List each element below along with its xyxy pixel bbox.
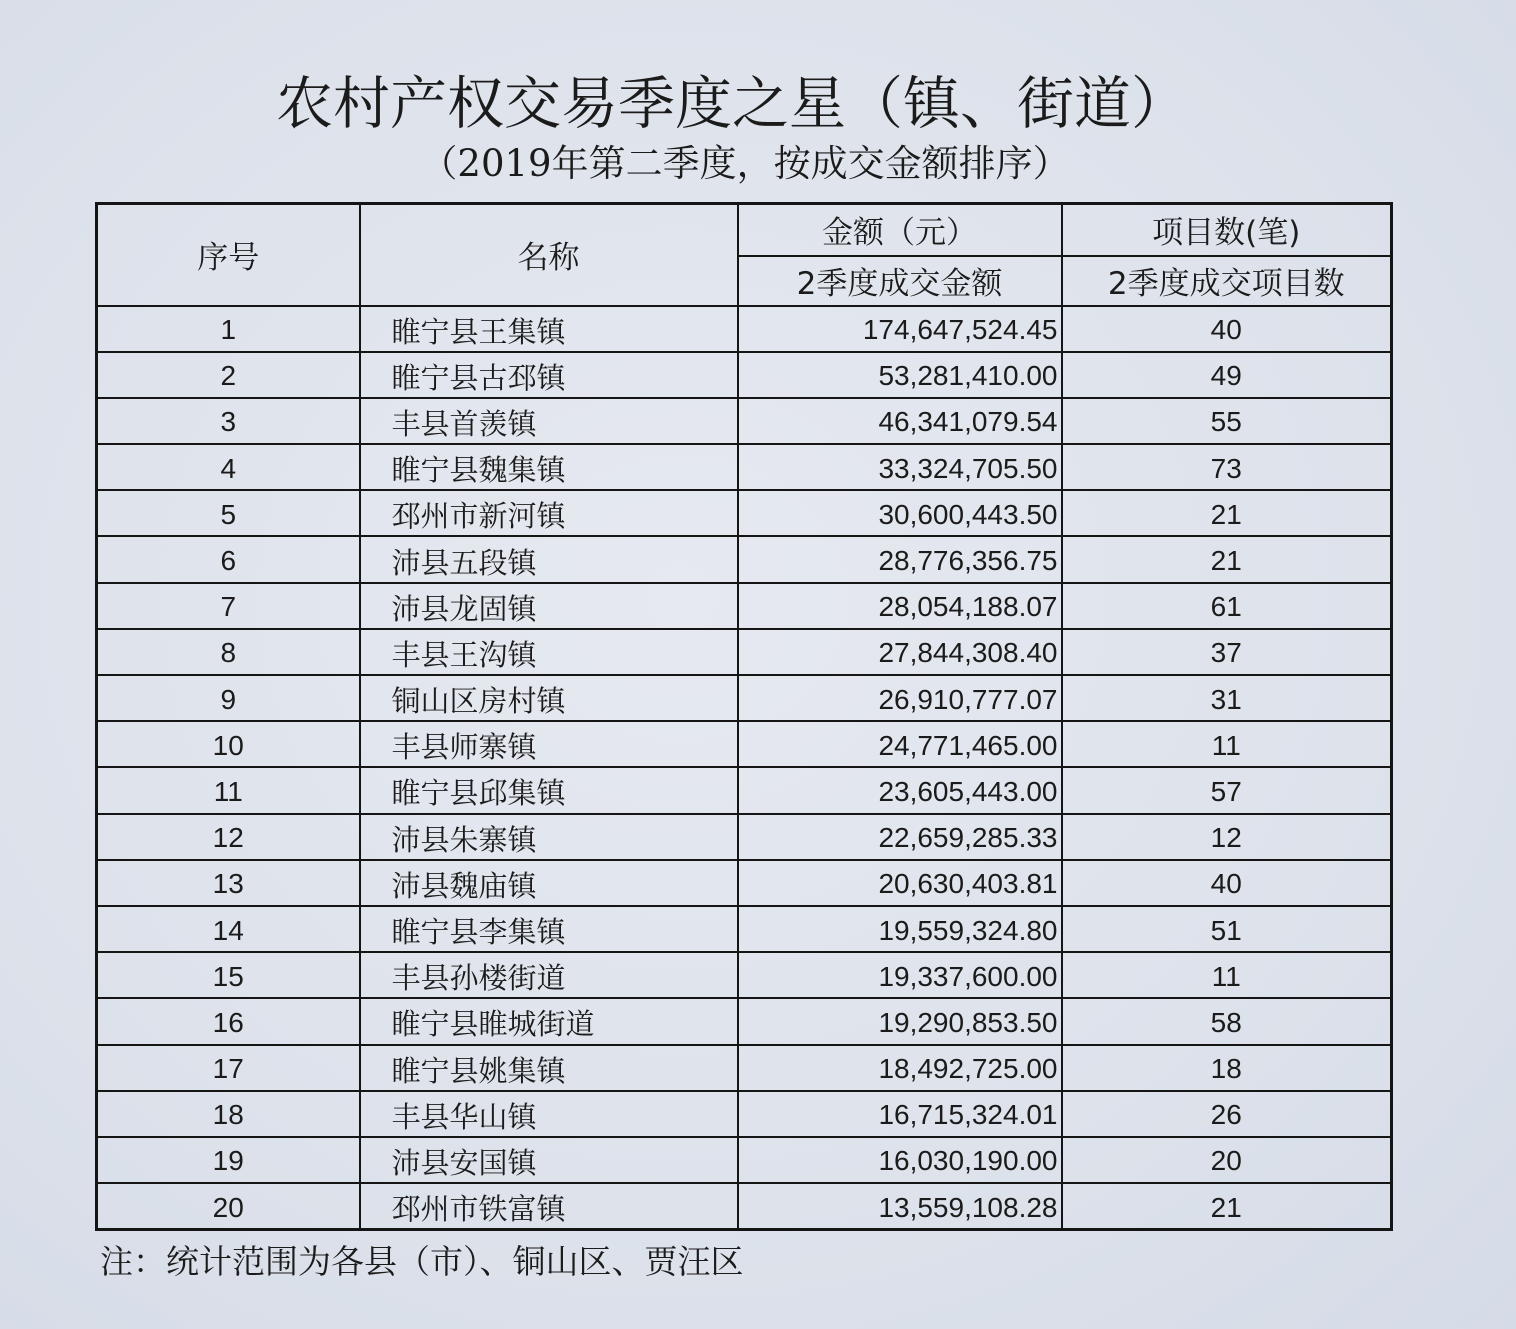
amount-cell: 24,771,465.00 bbox=[738, 721, 1062, 767]
table-header bbox=[97, 204, 1392, 306]
name-cell: 睢宁县古邳镇 bbox=[360, 352, 738, 398]
count-cell: 21 bbox=[1062, 1183, 1392, 1230]
count-cell: 18 bbox=[1062, 1045, 1392, 1091]
index-cell: 3 bbox=[97, 398, 360, 444]
count-cell: 40 bbox=[1062, 860, 1392, 906]
amount-cell: 30,600,443.50 bbox=[738, 490, 1062, 536]
index-cell: 7 bbox=[97, 583, 360, 629]
index-cell: 6 bbox=[97, 536, 360, 582]
name-cell: 睢宁县王集镇 bbox=[360, 306, 738, 352]
amount-cell: 174,647,524.45 bbox=[738, 306, 1062, 352]
amount-cell: 33,324,705.50 bbox=[738, 444, 1062, 490]
name-cell: 丰县师寨镇 bbox=[360, 721, 738, 767]
header-amount-group: 金额（元） bbox=[738, 204, 1062, 256]
name-cell: 沛县朱寨镇 bbox=[360, 814, 738, 860]
amount-cell: 28,054,188.07 bbox=[738, 583, 1062, 629]
count-cell: 37 bbox=[1062, 629, 1392, 675]
count-cell: 11 bbox=[1062, 952, 1392, 998]
count-cell: 21 bbox=[1062, 490, 1392, 536]
amount-cell: 23,605,443.00 bbox=[738, 767, 1062, 813]
amount-cell: 22,659,285.33 bbox=[738, 814, 1062, 860]
count-cell: 51 bbox=[1062, 906, 1392, 952]
header-index: 序号 bbox=[97, 204, 360, 306]
page-title: 农村产权交易季度之星（镇、街道） bbox=[276, 71, 1188, 137]
name-cell: 沛县龙固镇 bbox=[360, 583, 738, 629]
index-cell: 4 bbox=[97, 444, 360, 490]
name-cell: 睢宁县邱集镇 bbox=[360, 767, 738, 813]
header-row-top bbox=[97, 204, 1392, 256]
name-cell: 睢宁县李集镇 bbox=[360, 906, 738, 952]
name-cell: 丰县首羡镇 bbox=[360, 398, 738, 444]
index-cell: 12 bbox=[97, 814, 360, 860]
table-row bbox=[97, 952, 1392, 998]
name-cell: 邳州市铁富镇 bbox=[360, 1183, 738, 1230]
header-amount: 2季度成交金额 bbox=[738, 256, 1062, 306]
index-cell: 19 bbox=[97, 1137, 360, 1183]
index-cell: 13 bbox=[97, 860, 360, 906]
table-row bbox=[97, 906, 1392, 952]
index-cell: 1 bbox=[97, 306, 360, 352]
table-row bbox=[97, 675, 1392, 721]
name-cell: 睢宁县睢城街道 bbox=[360, 998, 738, 1044]
header-count-group: 项目数(笔) bbox=[1062, 204, 1392, 256]
amount-cell: 26,910,777.07 bbox=[738, 675, 1062, 721]
index-cell: 2 bbox=[97, 352, 360, 398]
index-cell: 18 bbox=[97, 1091, 360, 1137]
index-cell: 16 bbox=[97, 998, 360, 1044]
name-cell: 睢宁县姚集镇 bbox=[360, 1045, 738, 1091]
amount-cell: 53,281,410.00 bbox=[738, 352, 1062, 398]
amount-cell: 19,290,853.50 bbox=[738, 998, 1062, 1044]
table-row bbox=[97, 998, 1392, 1044]
footnote: 注：统计范围为各县（市）、铜山区、贾汪区 bbox=[100, 1242, 744, 1281]
index-cell: 8 bbox=[97, 629, 360, 675]
table-body bbox=[97, 306, 1392, 1230]
count-cell: 20 bbox=[1062, 1137, 1392, 1183]
name-cell: 铜山区房村镇 bbox=[360, 675, 738, 721]
table-row bbox=[97, 444, 1392, 490]
amount-cell: 18,492,725.00 bbox=[738, 1045, 1062, 1091]
count-cell: 21 bbox=[1062, 536, 1392, 582]
table-row bbox=[97, 814, 1392, 860]
header-count: 2季度成交项目数 bbox=[1062, 256, 1392, 306]
count-cell: 61 bbox=[1062, 583, 1392, 629]
name-cell: 睢宁县魏集镇 bbox=[360, 444, 738, 490]
table-row bbox=[97, 767, 1392, 813]
amount-cell: 28,776,356.75 bbox=[738, 536, 1062, 582]
count-cell: 57 bbox=[1062, 767, 1392, 813]
count-cell: 26 bbox=[1062, 1091, 1392, 1137]
name-cell: 沛县魏庙镇 bbox=[360, 860, 738, 906]
amount-cell: 46,341,079.54 bbox=[738, 398, 1062, 444]
table-row bbox=[97, 306, 1392, 352]
index-cell: 14 bbox=[97, 906, 360, 952]
count-cell: 55 bbox=[1062, 398, 1392, 444]
name-cell: 沛县安国镇 bbox=[360, 1137, 738, 1183]
table-row bbox=[97, 490, 1392, 536]
amount-cell: 19,337,600.00 bbox=[738, 952, 1062, 998]
ranking-table bbox=[95, 202, 1393, 1231]
count-cell: 58 bbox=[1062, 998, 1392, 1044]
amount-cell: 13,559,108.28 bbox=[738, 1183, 1062, 1230]
table-row bbox=[97, 629, 1392, 675]
header-name: 名称 bbox=[360, 204, 738, 306]
index-cell: 11 bbox=[97, 767, 360, 813]
table-row bbox=[97, 583, 1392, 629]
table-row bbox=[97, 860, 1392, 906]
table-row bbox=[97, 536, 1392, 582]
table-row bbox=[97, 1183, 1392, 1230]
name-cell: 丰县孙楼街道 bbox=[360, 952, 738, 998]
index-cell: 9 bbox=[97, 675, 360, 721]
amount-cell: 16,715,324.01 bbox=[738, 1091, 1062, 1137]
index-cell: 10 bbox=[97, 721, 360, 767]
count-cell: 11 bbox=[1062, 721, 1392, 767]
name-cell: 丰县华山镇 bbox=[360, 1091, 738, 1137]
index-cell: 17 bbox=[97, 1045, 360, 1091]
count-cell: 40 bbox=[1062, 306, 1392, 352]
name-cell: 邳州市新河镇 bbox=[360, 490, 738, 536]
count-cell: 12 bbox=[1062, 814, 1392, 860]
count-cell: 31 bbox=[1062, 675, 1392, 721]
table-row bbox=[97, 352, 1392, 398]
table-row bbox=[97, 398, 1392, 444]
count-cell: 49 bbox=[1062, 352, 1392, 398]
page-subtitle: （2019年第二季度，按成交金额排序） bbox=[420, 142, 1070, 185]
name-cell: 丰县王沟镇 bbox=[360, 629, 738, 675]
table-row bbox=[97, 1137, 1392, 1183]
table-row bbox=[97, 721, 1392, 767]
table-row bbox=[97, 1045, 1392, 1091]
amount-cell: 19,559,324.80 bbox=[738, 906, 1062, 952]
name-cell: 沛县五段镇 bbox=[360, 536, 738, 582]
index-cell: 15 bbox=[97, 952, 360, 998]
amount-cell: 16,030,190.00 bbox=[738, 1137, 1062, 1183]
index-cell: 20 bbox=[97, 1183, 360, 1230]
index-cell: 5 bbox=[97, 490, 360, 536]
table-row bbox=[97, 1091, 1392, 1137]
count-cell: 73 bbox=[1062, 444, 1392, 490]
amount-cell: 27,844,308.40 bbox=[738, 629, 1062, 675]
amount-cell: 20,630,403.81 bbox=[738, 860, 1062, 906]
